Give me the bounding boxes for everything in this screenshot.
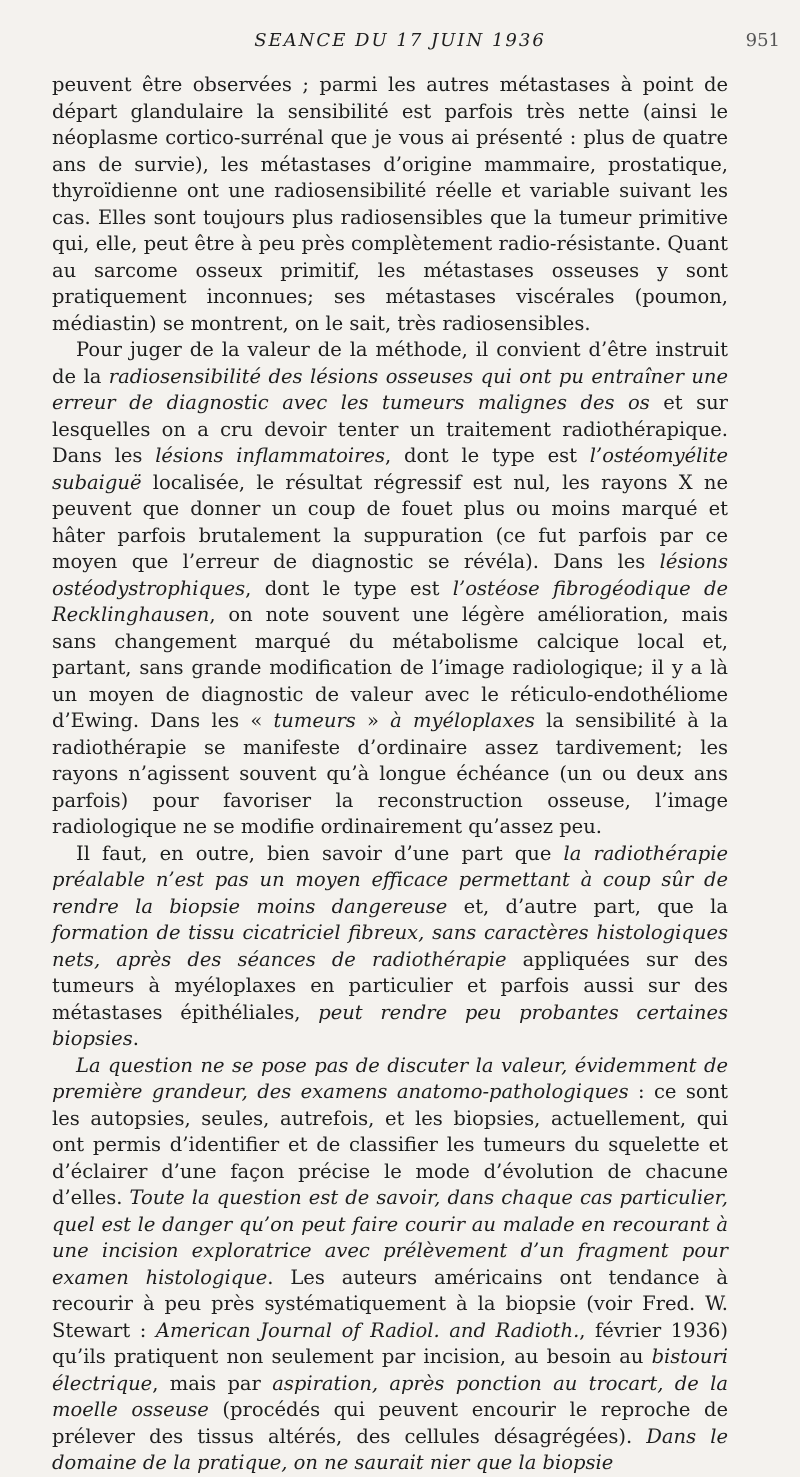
italic-run: Dans le domaine de la pratique, on ne saurait nier que la biopsie: [52, 1424, 728, 1474]
paragraph-4: [52, 1053, 728, 1477]
italic-run: la radiothérapie préalable n’est pas un moyen efficace permettant à coup sûr de rendre la biopsie moins dangereuse: [52, 841, 728, 918]
text-run: , mais par: [152, 1371, 273, 1395]
italic-run: l’ostéose fibrogéodique de Recklinghausen: [52, 576, 728, 626]
text-run: , dont le type est: [245, 576, 453, 600]
text-run: , dont le type est: [385, 444, 590, 467]
text-run: localisée, le résultat régressif est nul, les rayons X ne peuvent que donner un coup de fouet plus ou moins marqué et hâter parfois brutalement la suppuration (ce fut parfois par ce moyen que l’erreur de diagnostic se révéla). Dans les: [52, 470, 728, 573]
running-title: SEANCE DU 17 JUIN 1936: [254, 30, 546, 51]
text-run: la sensibilité à la radiothérapie se manifeste d’ordinaire assez tardivement; les rayons n’agissent souvent qu’à longue échéance (un ou deux ans parfois) pour favoriser la reconstruction osseuse, l’image radiologique ne se modifie ordinairement qu’assez peu.: [52, 709, 729, 838]
italic-run: American Journal of Radiol. and Radioth.: [155, 1318, 580, 1342]
italic-run: l’ostéomyélite subaiguë: [52, 444, 728, 494]
text-run: Pour juger de la valeur de la méthode, il convient d’être instruit de la: [52, 338, 728, 388]
text-run: , février 1936) qu’ils pratiquent non seulement par incision, au besoin au: [52, 1318, 728, 1368]
italic-run: La question ne se pose pas de discuter la valeur, évidemment de première grandeur, des examens anatomo-pathologiques: [52, 1053, 728, 1103]
text-run: . Les auteurs américains ont tendance à recourir à peu près systématiquement à la biopsie (voir Fred. W. Stewart :: [52, 1265, 728, 1342]
italic-run: tumeurs: [273, 709, 356, 732]
italic-run: lésions inflammatoires: [155, 444, 386, 467]
text-run: et sur lesquelles on a cru devoir tenter un traitement radiothérapique. Dans les: [52, 391, 728, 467]
body-text: [52, 72, 728, 1477]
running-header: [0, 30, 800, 60]
italic-run: radiosensibilité des lésions osseuses qui ont pu entraîner une erreur de diagnostic avec les tumeurs malignes des os: [52, 364, 728, 414]
italic-run: Toute la question est de savoir, dans chaque cas particulier, quel est le danger qu’on peut faire courir au malade en recourant à une incision exploratrice avec prélèvement d’un fragment pour examen histologique: [52, 1186, 728, 1289]
italic-run: peut rendre peu probantes certaines biopsies: [52, 1000, 728, 1050]
paragraph-2: [52, 337, 728, 841]
paragraph-3: [52, 841, 728, 1053]
italic-run: formation de tissu cicatriciel fibreux, sans caractères histologiques nets, après des séances de radiothérapie: [52, 921, 728, 971]
text-run: et, d’autre part, que la: [447, 894, 728, 918]
text-run: .: [132, 1027, 139, 1050]
text-run: peuvent être observées ; parmi les autres métastases à point de départ glandulaire la sensibilité est parfois très nette (ainsi le néoplasme cortico-surrénal que je vous ai présenté : plus de quatre ans de survie), les métastases d’origine mammaire, prostatique, thyroïdienne ont une radiosensibilité réelle et variable suivant les cas. Elles sont toujours plus radiosensibles que la tumeur primitive qui, elle, peut être à peu près complètement radio-résistante. Quant au sarcome osseux primitif, les métastases osseuses y sont pratiquement inconnues; ses métastases viscérales (poumon, médiastin) se montrent, on le sait, très radiosensibles.: [52, 73, 728, 335]
text-run: : ce sont les autopsies, seules, autrefois, et les biopsies, actuellement, qui ont permis d’identifier et de classifier les tumeurs du squelette et d’éclairer d’une façon précise le mode d’évolution de chacune d’elles.: [52, 1080, 728, 1209]
italic-run: bistouri électrique: [52, 1345, 728, 1395]
text-run: »: [355, 709, 391, 732]
italic-run: lésions ostéodystrophiques: [52, 550, 728, 600]
italic-run: à myéloplaxes: [390, 709, 535, 732]
page-number: 951: [745, 30, 780, 51]
italic-run: aspiration, après ponction au trocart, de la moelle osseuse: [52, 1371, 729, 1421]
text-run: , on note souvent une légère amélioration, mais sans changement marqué du métabolisme calcique local et, partant, sans grande modification de l’image radiologique; il y a là un moyen de diagnostic de valeur avec le réticulo-endothéliome d’Ewing. Dans les «: [52, 603, 728, 732]
text-run: appliquées sur des tumeurs à myéloplaxes en particulier et parfois aussi sur des métastases épithéliales,: [52, 947, 728, 1024]
text-run: (procédés qui peuvent encourir le reproche de prélever des tissus altérés, des cellules désagrégées).: [52, 1398, 728, 1448]
text-run: Il faut, en outre, bien savoir d’une part que: [76, 841, 564, 865]
paragraph-1: [52, 72, 728, 337]
